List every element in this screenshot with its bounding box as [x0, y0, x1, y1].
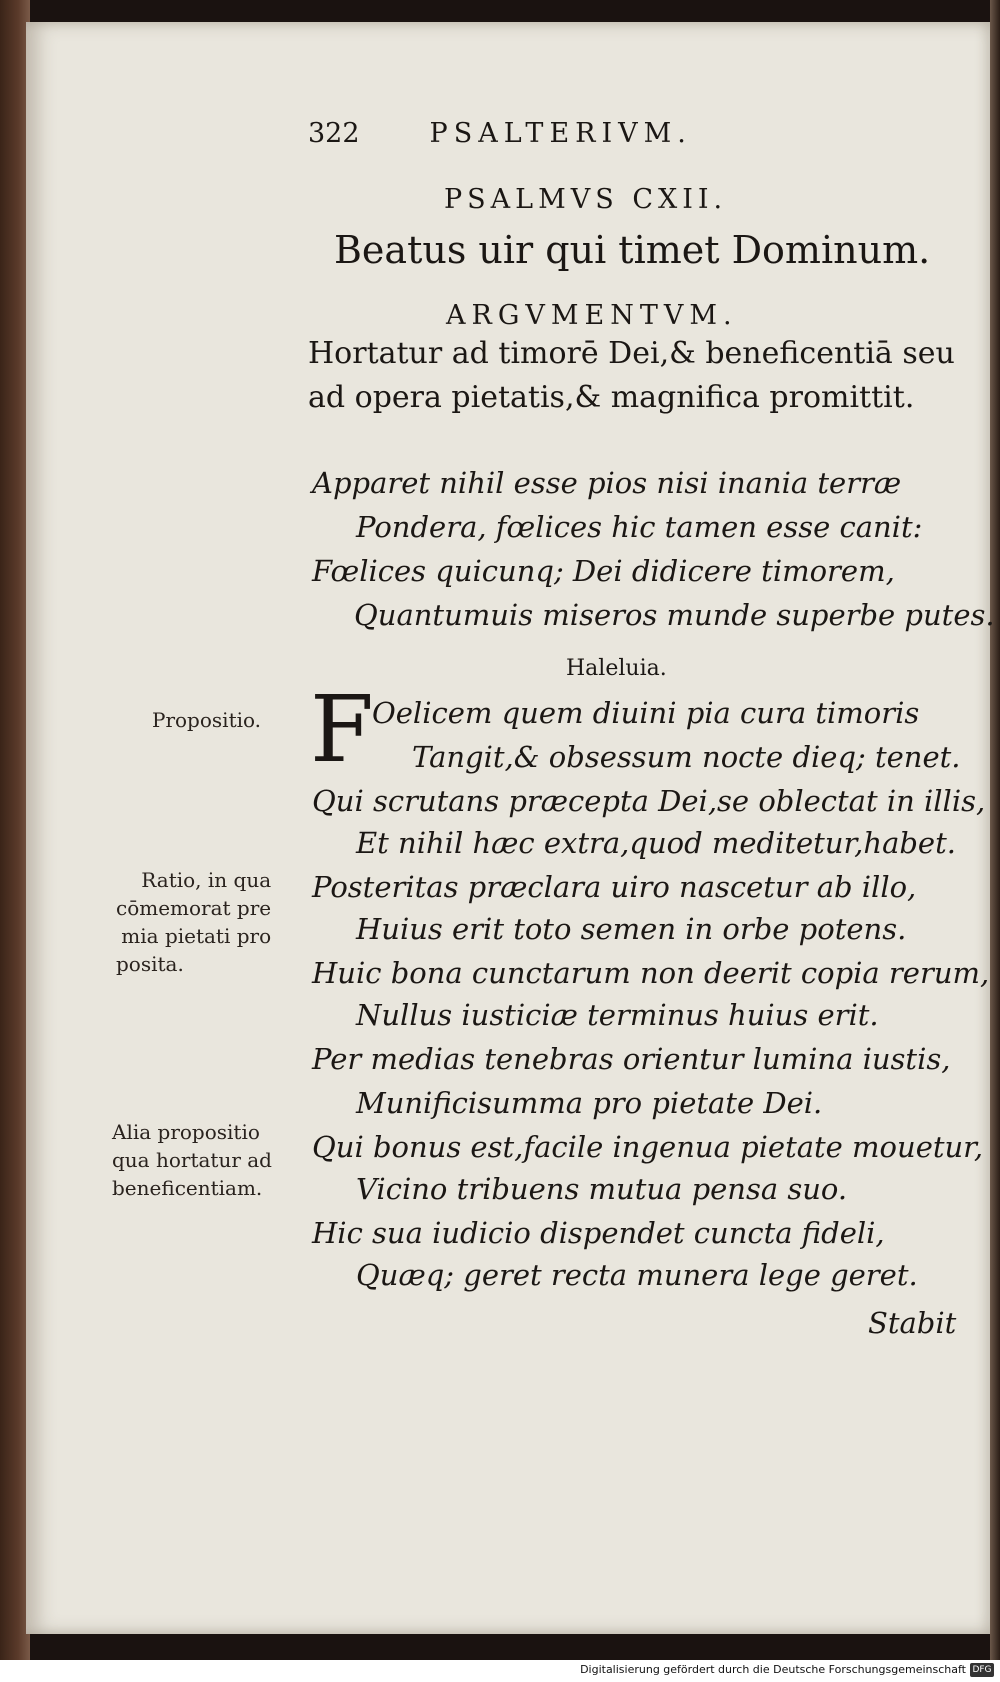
poem-line: Posteritas præclara uiro nascetur ab illo, — [312, 870, 917, 904]
epigram-line: Quantumuis miseros munde superbe putes. — [354, 598, 995, 632]
marginal-note-line: qua hortatur ad — [112, 1148, 272, 1172]
poem-line: Huius erit toto semen in orbe potens. — [356, 912, 907, 946]
epigram-line: Pondera, fœlices hic tamen esse canit: — [356, 510, 923, 544]
poem-line: Qui scrutans præcepta Dei,se oblectat in illis, — [312, 784, 986, 818]
epigram-line: Apparet nihil esse pios nisi inania terræ — [312, 466, 902, 500]
running-title: PSALTERIVM. — [429, 118, 692, 149]
dfg-logo-icon: DFG — [970, 1663, 994, 1677]
haleluia-heading: Haleluia. — [566, 656, 667, 681]
marginal-note-line: mia pietati pro — [121, 924, 272, 948]
argument-title: ARGVMENTVM. — [446, 300, 738, 331]
marginal-note-line: Alia propositio — [112, 1120, 260, 1144]
argument-line: Hortatur ad timorē Dei,& beneficentiā seu — [308, 336, 955, 371]
argument-line: ad opera pietatis,& magnifica promittit. — [308, 380, 915, 415]
marginal-note-line: Ratio, in qua — [141, 868, 272, 892]
page-number: 322 — [308, 118, 360, 149]
poem-line: Quæq; geret recta munera lege geret. — [356, 1258, 918, 1292]
funding-credit: Digitalisierung gefördert durch die Deutsche Forschungsgemeinschaft — [580, 1663, 966, 1676]
poem-line: Munificisumma pro pietate Dei. — [356, 1086, 823, 1120]
poem-line: Huic bona cunctarum non deerit copia rerum, — [312, 956, 990, 990]
poem-line: Per medias tenebras orientur lumina iustis, — [312, 1042, 951, 1076]
poem-line: Vicino tribuens mutua pensa suo. — [356, 1172, 848, 1206]
epigram-line: Fœlices quicunq; Dei didicere timorem, — [312, 554, 895, 588]
marginal-note-line: posita. — [116, 952, 184, 976]
footer-bar — [0, 1660, 1000, 1682]
poem-line: Tangit,& obsessum nocte dieq; tenet. — [412, 740, 961, 774]
psalm-title: PSALMVS CXII. — [444, 184, 728, 215]
marginal-note-ratio — [116, 866, 271, 978]
poem-line: Oelicem quem diuini pia cura timoris — [372, 696, 920, 730]
marginal-note-alia — [112, 1118, 272, 1202]
poem-line: Qui bonus est,facile ingenua pietate mouetur, — [312, 1130, 984, 1164]
catchword: Stabit — [868, 1306, 957, 1340]
psalm-incipit: Beatus uir qui timet Dominum. — [334, 228, 931, 272]
book-edge-right — [990, 0, 1000, 1660]
marginal-note-line: beneficentiam. — [112, 1176, 263, 1200]
poem-line: Et nihil hæc extra,quod meditetur,habet. — [356, 826, 956, 860]
poem-line: Nullus iusticiæ terminus huius erit. — [356, 998, 879, 1032]
running-head — [308, 118, 692, 149]
marginal-note-propositio: Propositio. — [152, 708, 262, 732]
drop-capital: F — [310, 676, 374, 783]
poem-line: Hic sua iudicio dispendet cuncta fideli, — [312, 1216, 885, 1250]
marginal-note-line: cōmemorat pre — [116, 896, 272, 920]
